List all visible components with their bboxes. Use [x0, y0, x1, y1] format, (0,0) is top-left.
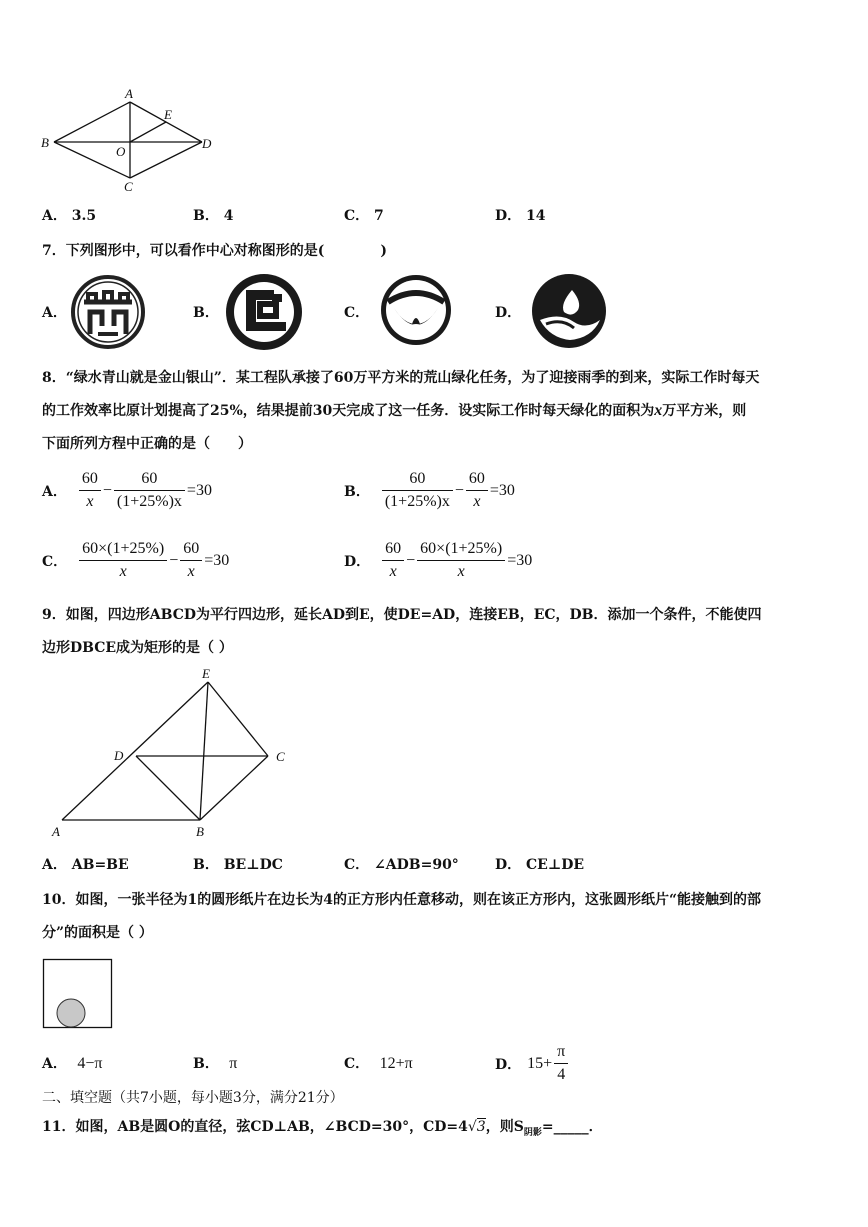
q10-option-d-frac: $\frac{\pi}{4}$ [554, 1043, 568, 1084]
q10-option-d[interactable] [495, 1043, 570, 1084]
q6-option-a-value: 3.5 [71, 208, 97, 224]
q6-option-b[interactable] [193, 205, 233, 225]
q8-option-c-rhs: =30 [204, 551, 230, 569]
q8-stem-line-3: 下面所列方程中正确的是（ ） [42, 436, 252, 452]
q10-option-b[interactable] [193, 1053, 237, 1073]
q8-option-a-frac1: $\frac{60}{x}$ [79, 470, 101, 511]
q10-option-a-letter: A． [42, 1056, 67, 1072]
q6-label-B: B [41, 135, 49, 150]
q9-option-c[interactable] [344, 854, 459, 874]
q8-stem-line-2-b: 万平方米，则 [662, 403, 747, 419]
section-2-title: 二、填空题（共7小题，每小题3分，满分21分） [42, 1090, 344, 1106]
q10-option-d-letter: D． [495, 1056, 522, 1073]
q9-option-a-letter: A． [42, 857, 67, 873]
q8-option-d-frac1: $\frac{60}{x}$ [382, 540, 404, 581]
q10-stem-line-2: 分”的面积是（ ） [42, 925, 153, 941]
q8-option-c[interactable]: C． $\frac{60\times(1+25\%)}{x}$ − $\frac{60}{x}$ =30 [42, 540, 230, 580]
q10-option-b-letter: B． [193, 1056, 219, 1072]
q8-option-d-rhs: =30 [507, 551, 533, 569]
q11-subscript: 阴影 [523, 1127, 542, 1138]
q8-stem-line-2-a: 的工作效率比原计划提高了25%，结果提前30天完成了这一任务．设实际工作时每天绿化的面积为 [42, 403, 655, 419]
q9-option-d[interactable] [495, 854, 584, 874]
q11-stem [42, 1116, 603, 1138]
q6-option-b-value: 4 [223, 208, 234, 224]
q6-option-c[interactable] [344, 205, 384, 225]
q7-option-b-letter[interactable]: B． [193, 305, 219, 321]
q9-label-E: E [202, 668, 210, 681]
q8-option-c-frac1: $\frac{60\times(1+25\%)}{x}$ [79, 540, 167, 581]
q10-option-c-letter: C． [344, 1056, 370, 1072]
q9-option-c-value: ∠ADB=90° [374, 857, 459, 873]
q8-option-d-frac2: $\frac{60\times(1+25\%)}{x}$ [417, 540, 505, 581]
leaf-emblem-icon[interactable] [378, 272, 454, 348]
q11-sqrt-value: 3 [476, 1119, 486, 1135]
q7-stem: 7．下列图形中，可以看作中心对称图形的是( ) [42, 243, 387, 259]
q6-option-c-letter: C． [344, 208, 370, 224]
q8-option-a-frac2: $\frac{60}{(1+25\%)x}$ [114, 470, 185, 511]
q9-label-D: D [114, 748, 124, 763]
q11-stem-a: 11．如图，AB是圆O的直径，弦CD⊥AB，∠BCD=30°，CD=4 [42, 1119, 468, 1135]
q7-option-c-letter[interactable]: C． [344, 305, 370, 321]
q10-option-d-value: 15+ [527, 1054, 553, 1072]
q9-stem-line-2: 边形DBCE成为矩形的是（ ） [42, 640, 233, 656]
q10-option-c-value: 12+π [379, 1055, 413, 1072]
q7-option-d-letter[interactable]: D． [495, 305, 522, 321]
q10-stem-line-1: 10．如图，一张半径为1的圆形纸片在边长为4的正方形内任意移动，则在该正方形内，这张圆形纸片“能接触到的部 [42, 892, 762, 908]
q8-option-b-letter: B． [344, 483, 370, 500]
q8-option-b-frac1: $\frac{60}{(1+25\%)x}$ [382, 470, 453, 511]
q6-option-b-letter: B． [193, 208, 219, 224]
q10-option-c[interactable] [344, 1053, 413, 1073]
q6-option-d[interactable] [495, 205, 546, 225]
q8-option-d-letter: D． [344, 553, 371, 570]
q10-square-circle-figure [42, 958, 118, 1032]
q8-option-b-frac2: $\frac{60}{x}$ [466, 470, 488, 511]
q8-option-a-letter: A． [42, 483, 67, 500]
q9-option-a[interactable] [42, 854, 129, 874]
q6-option-a-letter: A． [42, 208, 67, 224]
q10-option-a-value: 4−π [77, 1055, 103, 1072]
q8-stem-line-2 [42, 400, 746, 420]
castle-emblem-icon[interactable] [70, 274, 146, 350]
q8-option-a[interactable]: A． $\frac{60}{x}$ − $\frac{60}{(1+25\%)x}$ =30 [42, 470, 212, 510]
q6-option-d-value: 14 [526, 208, 546, 224]
q9-label-A: A [52, 824, 60, 839]
q8-option-a-rhs: =30 [186, 481, 212, 499]
q8-stem-var: x [654, 402, 663, 419]
q9-option-b-letter: B． [193, 857, 219, 873]
q6-option-a[interactable] [42, 205, 96, 225]
q9-label-B: B [196, 824, 204, 839]
q9-option-b[interactable] [193, 854, 283, 874]
q8-option-c-frac2: $\frac{60}{x}$ [180, 540, 202, 581]
q6-label-C: C [124, 179, 133, 194]
q6-option-d-letter: D． [495, 208, 522, 224]
q10-option-b-value: π [229, 1055, 238, 1072]
q6-label-A: A [125, 86, 133, 101]
q6-label-O: O [116, 144, 126, 159]
q7-option-a-letter[interactable]: A． [42, 305, 67, 321]
q8-option-c-letter: C． [42, 553, 68, 570]
q9-parallelogram-figure [40, 668, 300, 848]
sqrt-icon: √ [467, 1119, 477, 1135]
q10-option-a[interactable] [42, 1053, 102, 1073]
q8-stem-line-1: 8．“绿水青山就是金山银山”．某工程队承接了60万平方米的荒山绿化任务，为了迎接雨季的到来，实际工作时每天 [42, 370, 760, 386]
q9-option-b-value: BE⊥DC [223, 857, 283, 873]
q8-option-b-rhs: =30 [489, 481, 515, 499]
q9-label-C: C [276, 749, 285, 764]
q6-rhombus-figure [36, 86, 226, 196]
q6-option-c-value: 7 [374, 208, 384, 224]
q9-option-a-value: AB=BE [71, 857, 129, 873]
q8-option-b[interactable]: B． $\frac{60}{(1+25\%)x}$ − $\frac{60}{x}$ =30 [344, 470, 515, 510]
q9-stem-line-1: 9．如图，四边形ABCD为平行四边形，延长AD到E，使DE=AD，连接EB，EC，DB．添加一个条件，不能使四 [42, 607, 762, 623]
q8-option-d[interactable]: D． $\frac{60}{x}$ − $\frac{60\times(1+25\%)}{x}$ =30 [344, 540, 533, 580]
q9-option-d-value: CE⊥DE [526, 857, 585, 873]
q9-option-d-letter: D． [495, 857, 522, 873]
q11-stem-b: ，则S [485, 1119, 524, 1135]
q11-stem-c: =_____． [541, 1119, 603, 1135]
q6-label-E: E [164, 107, 172, 122]
square-spiral-emblem-icon[interactable] [224, 272, 304, 352]
q6-label-D: D [202, 136, 212, 151]
q9-option-c-letter: C． [344, 857, 370, 873]
drop-wave-emblem-icon[interactable] [530, 272, 608, 350]
